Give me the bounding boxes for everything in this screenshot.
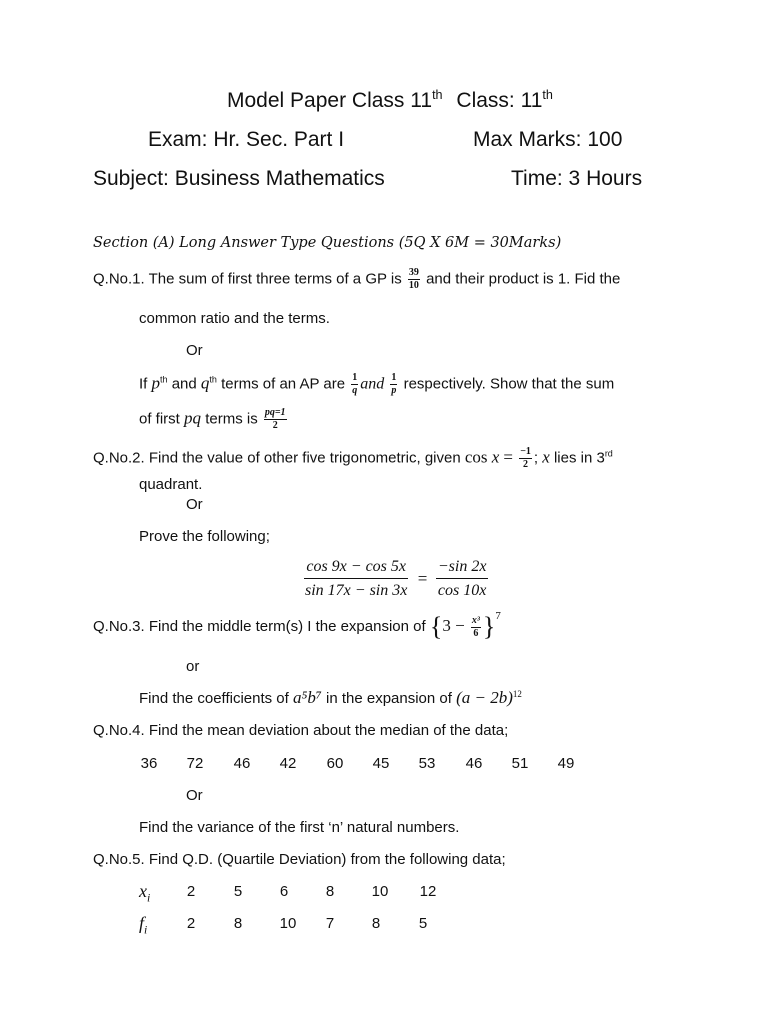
or-label: Or [186, 787, 203, 804]
question-3: Q.No.3. Find the middle term(s) I the expansion of {3 − $\frac{\text{x³}}{6}$ }$^7$ [93, 609, 501, 641]
data-value: 49 [557, 755, 575, 772]
f-value: 8 [371, 915, 381, 932]
x-row-label: $x_i$ [139, 881, 151, 905]
f-value: 8 [233, 915, 243, 932]
trig-identity: $\frac{\cos 9x - \cos 5x}{\sin 17x - \sin 3x}$ = $\frac{-\sin 2x}{\cos 10x}$ [305, 558, 487, 600]
data-value: 45 [372, 755, 390, 772]
data-value: 46 [465, 755, 483, 772]
data-value: 72 [186, 755, 204, 772]
x-value: 12 [419, 883, 437, 900]
or-label: or [186, 658, 200, 675]
data-value: 46 [233, 755, 251, 772]
f-value: 10 [279, 915, 297, 932]
question-2-line2: quadrant. [139, 476, 203, 493]
paper-title: Model Paper Class 11th Class: 11th [227, 88, 553, 112]
data-value: 36 [140, 755, 158, 772]
question-3-alternative: Find the coefficients of a⁵b⁷ in the expansion of $(a - 2b)^{12}$ [139, 688, 522, 707]
identity-rhs: $\frac{-\sin 2x}{\cos 10x}$ [437, 558, 487, 600]
section-heading: Section (A) Long Answer Type Questions (5Q X 6M = 30Marks) [93, 235, 562, 251]
question-1-alternative-line2: of first pq terms is $\frac{pq=1}{2}$ [139, 407, 286, 431]
f-value: 5 [418, 915, 428, 932]
time-label: Time: 3 Hours [511, 167, 643, 190]
data-value: 53 [418, 755, 436, 772]
question-4-alternative: Find the variance of the first ‘n’ natural numbers. [139, 819, 460, 836]
exam-label: Exam: Hr. Sec. Part I [148, 128, 345, 151]
x-value: 6 [279, 883, 289, 900]
question-2: Q.No.2. Find the value of other five trigonometric, given cos x = $\frac{-1}{2}$ ; x lies in 3rd [93, 446, 613, 470]
x-value: 5 [233, 883, 243, 900]
max-marks-label: Max Marks: 100 [473, 128, 623, 151]
or-label: Or [186, 342, 203, 359]
question-4: Q.No.4. Find the mean deviation about the median of the data; [93, 722, 509, 739]
x-value: 10 [371, 883, 389, 900]
question-1-line2: common ratio and the terms. [139, 310, 330, 327]
data-value: 51 [511, 755, 529, 772]
f-row-label: $f_i$ [139, 913, 148, 937]
x-value: 2 [186, 883, 196, 900]
x-value: 8 [325, 883, 335, 900]
f-value: 2 [186, 915, 196, 932]
or-label: Or [186, 496, 203, 513]
subject-label: Subject: Business Mathematics [93, 167, 385, 190]
prove-label: Prove the following; [139, 528, 270, 545]
data-value: 42 [279, 755, 297, 772]
question-5: Q.No.5. Find Q.D. (Quartile Deviation) from the following data; [93, 851, 506, 868]
identity-lhs: $\frac{\cos 9x - \cos 5x}{\sin 17x - \sin 3x}$ [305, 558, 408, 600]
f-value: 7 [325, 915, 335, 932]
question-1-alternative: If $p^{th}$ and $q^{th}$ terms of an AP are $\frac{1}{q}$ and $\frac{1}{p}$ respectively. Show that the sum [139, 372, 615, 396]
question-1: Q.No.1. The sum of first three terms of a GP is $\frac{39}{10}$ and their product is 1. Fid the [93, 267, 621, 291]
data-value: 60 [326, 755, 344, 772]
fraction: $\frac{39}{10}$ [408, 267, 419, 291]
